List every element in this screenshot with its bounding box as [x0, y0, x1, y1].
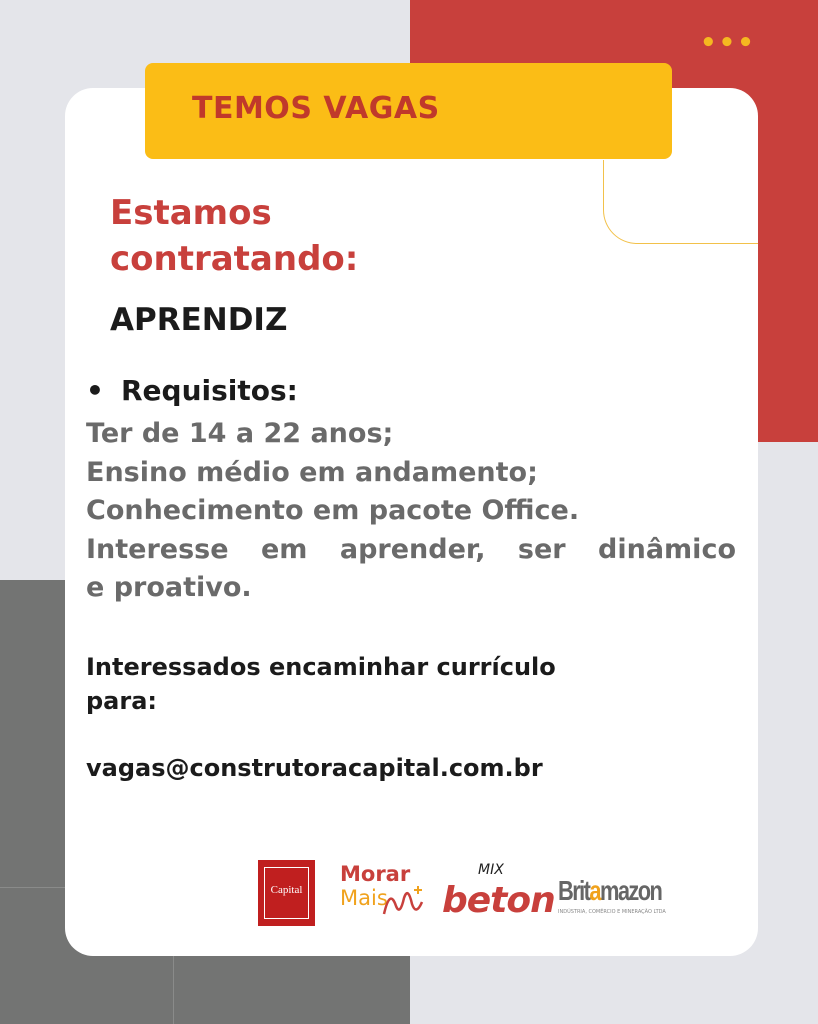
beton-logo-mix: MIX [478, 862, 504, 878]
role-title: APRENDIZ [110, 302, 288, 338]
bullet-icon: • [86, 374, 104, 407]
requirement-item: Interesse em aprender, ser dinâmico [86, 533, 736, 565]
requirement-item: Ensino médio em andamento; [86, 456, 538, 488]
brit-a: a [589, 875, 600, 906]
contact-email[interactable]: vagas@construtoracapital.com.br [86, 754, 543, 782]
beton-logo-word: beton [442, 880, 555, 921]
hiring-heading-line2: contratando: [110, 239, 359, 279]
contact-line1: Interessados encaminhar currículo [86, 653, 556, 681]
decorative-line [603, 160, 758, 244]
requirements-label: Requisitos: [121, 374, 298, 407]
requirement-item: Ter de 14 a 22 anos; [86, 418, 394, 449]
requirement-item: Conhecimento em pacote Office. [86, 495, 580, 526]
banner-title: TEMOS VAGAS [192, 91, 440, 126]
requirement-item: e proativo. [86, 572, 252, 603]
banner [145, 63, 672, 159]
capital-logo-text: Capital [270, 884, 303, 896]
brit-suffix: mazon [599, 875, 662, 906]
requirements-list [86, 415, 736, 608]
morar-mais-logo [340, 862, 430, 922]
capital-logo [258, 860, 315, 926]
hiring-heading-line1: Estamos [110, 193, 272, 233]
contact-instructions [86, 650, 556, 718]
brit-prefix: Brit [558, 875, 590, 906]
britamazon-logo [558, 875, 668, 925]
britamazon-logo-subtitle: INDÚSTRIA, COMÉRCIO E MINERAÇÃO LTDA [558, 909, 666, 915]
mix-beton-logo [442, 862, 555, 922]
contact-line2: para: [86, 687, 158, 715]
hiring-heading [110, 190, 358, 282]
more-dots-icon: ••• [700, 28, 756, 58]
morar-logo-top: Morar [340, 862, 411, 886]
morar-logo-bottom: Mais [340, 886, 388, 910]
morar-squiggle-icon [382, 884, 426, 918]
britamazon-logo-word [558, 875, 661, 907]
